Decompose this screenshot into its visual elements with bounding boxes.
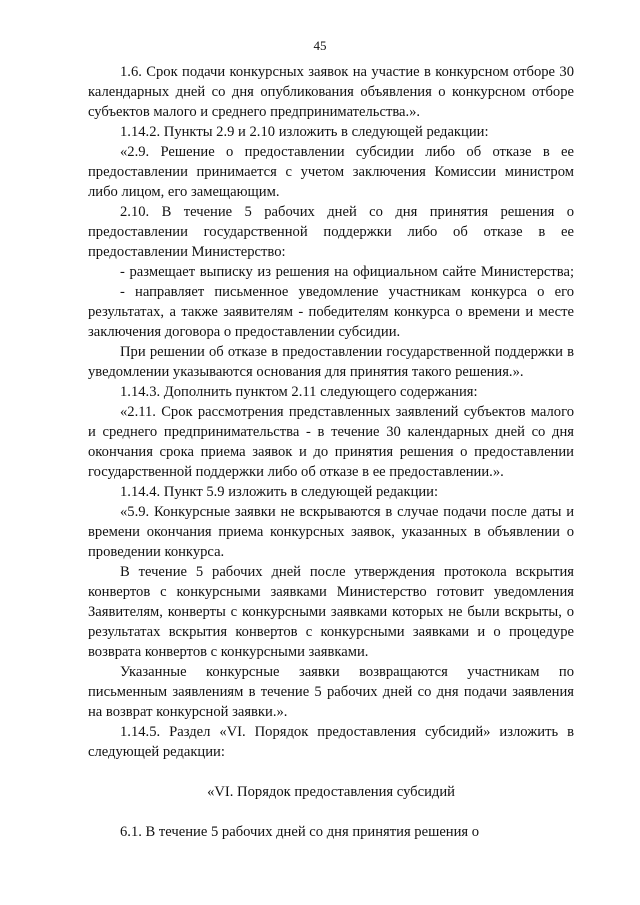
paragraph-return: Указанные конкурсные заявки возвращаются участникам по письменным заявлениям в течение 5 рабочих дней со дня подачи заявления на возврат конкурсной заявки.».: [88, 664, 574, 720]
paragraph-bullet-1: - размещает выписку из решения на официальном сайте Министерства;: [120, 264, 574, 280]
paragraph-6-1: 6.1. В течение 5 рабочих дней со дня принятия решения о: [120, 824, 480, 840]
paragraph-1-6: 1.6. Срок подачи конкурсных заявок на участие в конкурсном отборе 30 календарных дней со дня опубликования объявления о конкурсном отборе субъектов малого и среднего предпринимательства.».: [88, 64, 574, 120]
paragraph-notification: В течение 5 рабочих дней после утверждения протокола вскрытия конвертов с конкурсными заявками Министерство готовит уведомления Заявителям, конверты с конкурсными заявками которых не были вскрыты, о результатах вскрытия конвертов с конкурсными заявками и о процедуре возврата конвертов с конкурсными заявками.: [88, 564, 574, 660]
paragraph-2-9: «2.9. Решение о предоставлении субсидии либо об отказе в ее предоставлении принимается с учетом заключения Комиссии министром либо лицом, его замещающим.: [88, 144, 574, 200]
page-number: 45: [313, 38, 327, 53]
paragraph-bullet-2: - направляет письменное уведомление участникам конкурса о его результатах, а также заявителям - победителям конкурса о времени и месте заключения договора о предоставлении субсидии.: [88, 284, 574, 340]
paragraph-2-11: «2.11. Срок рассмотрения представленных заявлений субъектов малого и среднего предпринимательства - в течение 30 календарных дней со дня окончания срока приема заявок и до принятия решения о предоставлении государственной поддержки либо об отказе в ее предоставлении.».: [88, 404, 574, 480]
paragraph-1-14-2: 1.14.2. Пункты 2.9 и 2.10 изложить в следующей редакции:: [120, 124, 489, 140]
section-heading: «VI. Порядок предоставления субсидий: [207, 784, 455, 800]
paragraph-5-9: «5.9. Конкурсные заявки не вскрываются в случае подачи после даты и времени окончания приема конкурсных заявок, указанных в объявлении о проведении конкурса.: [88, 504, 574, 560]
document-body: [88, 62, 574, 842]
paragraph-1-14-3: 1.14.3. Дополнить пунктом 2.11 следующего содержания:: [120, 384, 478, 400]
paragraph-1-14-4: 1.14.4. Пункт 5.9 изложить в следующей редакции:: [120, 484, 439, 500]
paragraph-2-10: 2.10. В течение 5 рабочих дней со дня принятия решения о предоставлении государственной поддержки либо об отказе в ее предоставлении Министерство:: [88, 204, 574, 260]
paragraph-refusal: При решении об отказе в предоставлении государственной поддержки в уведомлении указываются основания для принятия такого решения.».: [88, 344, 574, 380]
paragraph-1-14-5: 1.14.5. Раздел «VI. Порядок предоставления субсидий» изложить в следующей редакции:: [88, 724, 574, 760]
